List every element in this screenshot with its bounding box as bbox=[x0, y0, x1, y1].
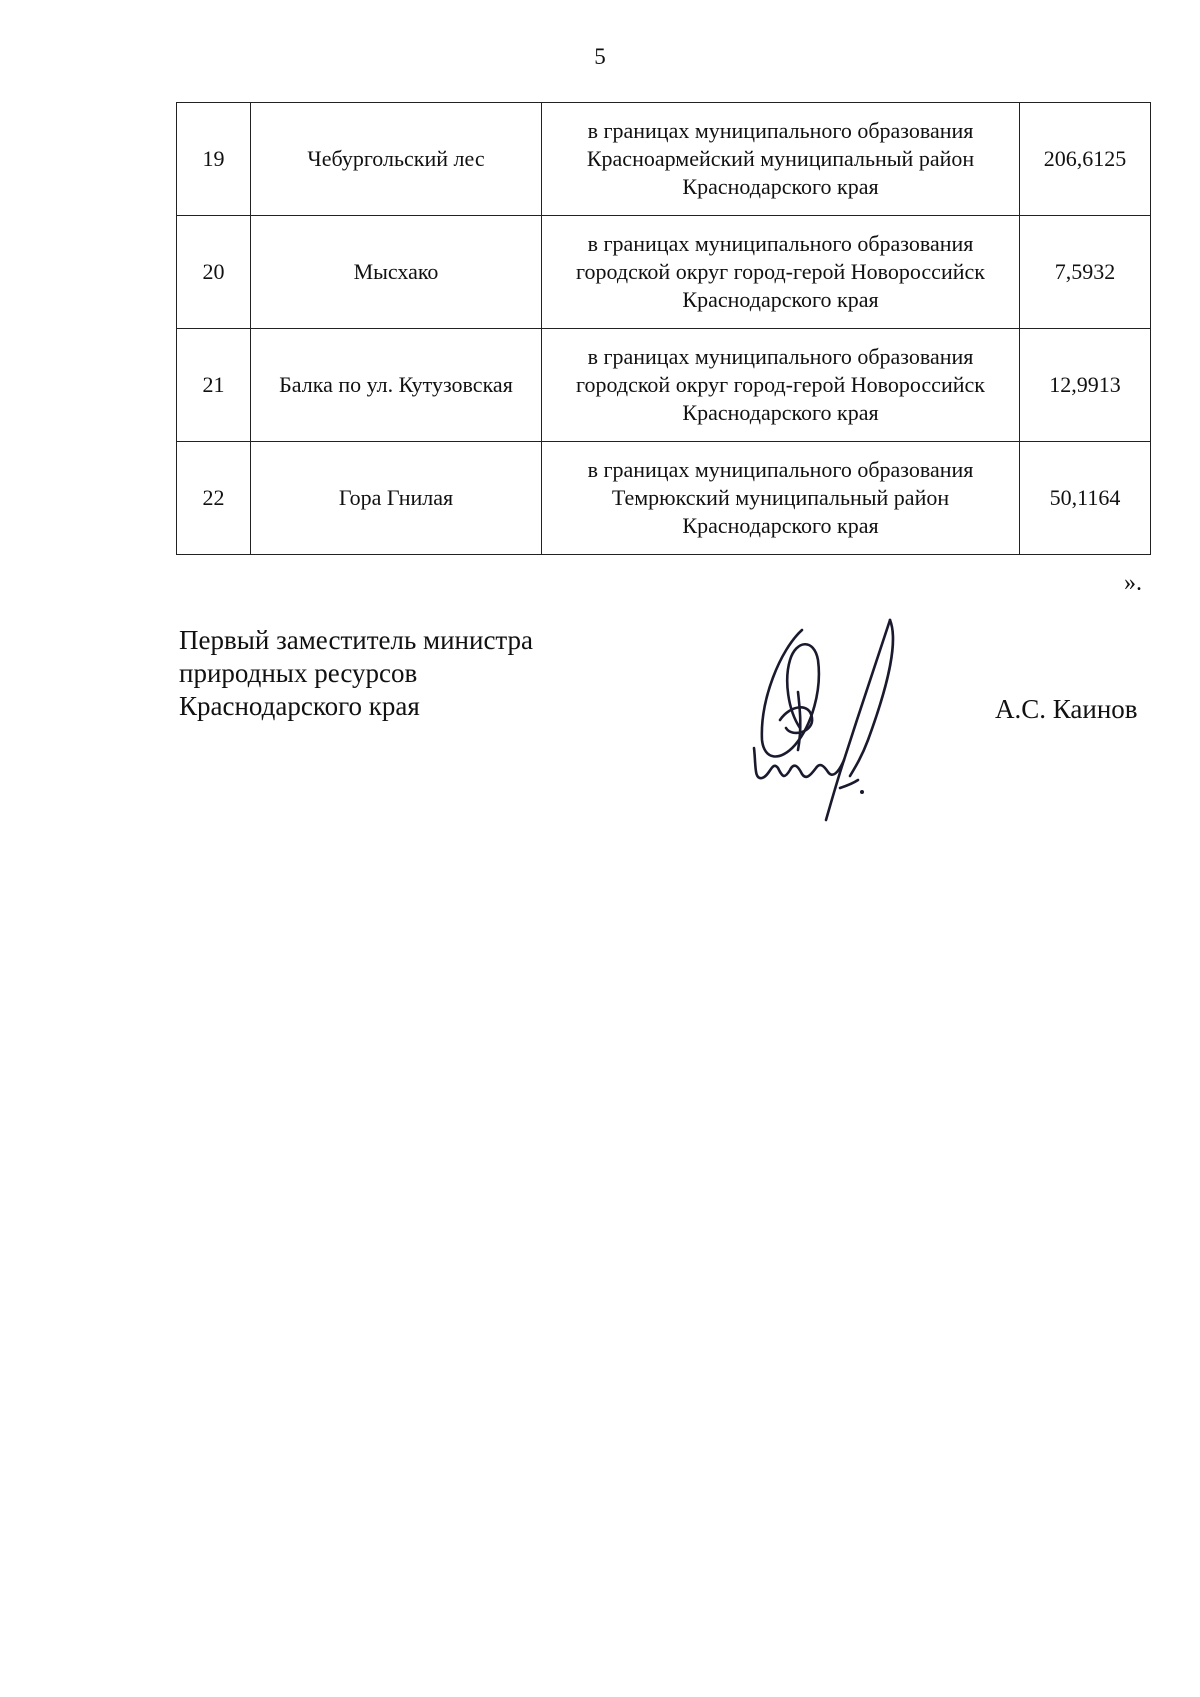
position-line: природных ресурсов bbox=[179, 658, 418, 688]
area-size-cell: 12,9913 bbox=[1020, 329, 1151, 442]
closing-quote: ». bbox=[1124, 570, 1142, 596]
page-number-text: 5 bbox=[594, 44, 606, 69]
table-row bbox=[177, 329, 1151, 442]
handwritten-signature-icon bbox=[740, 610, 940, 830]
location-cell: в границах муниципального образования городской округ город-герой Новороссийск Краснодарского края bbox=[542, 329, 1020, 442]
protected-areas-table bbox=[176, 102, 1151, 555]
signatory-position bbox=[179, 624, 533, 723]
position-line: Первый заместитель министра bbox=[179, 625, 534, 655]
area-name-cell: Чебургольский лес bbox=[251, 103, 542, 216]
area-size-cell: 206,6125 bbox=[1020, 103, 1151, 216]
row-number-cell: 21 bbox=[177, 329, 251, 442]
table-row bbox=[177, 442, 1151, 555]
area-name-cell: Балка по ул. Кутузовская bbox=[251, 329, 542, 442]
area-size-cell: 50,1164 bbox=[1020, 442, 1151, 555]
table-row bbox=[177, 216, 1151, 329]
row-number-cell: 22 bbox=[177, 442, 251, 555]
position-line: Краснодарского края bbox=[179, 691, 420, 721]
area-size-cell: 7,5932 bbox=[1020, 216, 1151, 329]
row-number-cell: 20 bbox=[177, 216, 251, 329]
location-cell: в границах муниципального образования Темрюкский муниципальный район Краснодарского края bbox=[542, 442, 1020, 555]
table-row bbox=[177, 103, 1151, 216]
location-cell: в границах муниципального образования Красноармейский муниципальный район Краснодарского края bbox=[542, 103, 1020, 216]
area-name-cell: Гора Гнилая bbox=[251, 442, 542, 555]
page-number bbox=[0, 44, 1200, 70]
row-number-cell: 19 bbox=[177, 103, 251, 216]
location-cell: в границах муниципального образования городской округ город-герой Новороссийск Краснодарского края bbox=[542, 216, 1020, 329]
area-name-cell: Мысхако bbox=[251, 216, 542, 329]
signer-name: А.С. Каинов bbox=[995, 694, 1138, 724]
